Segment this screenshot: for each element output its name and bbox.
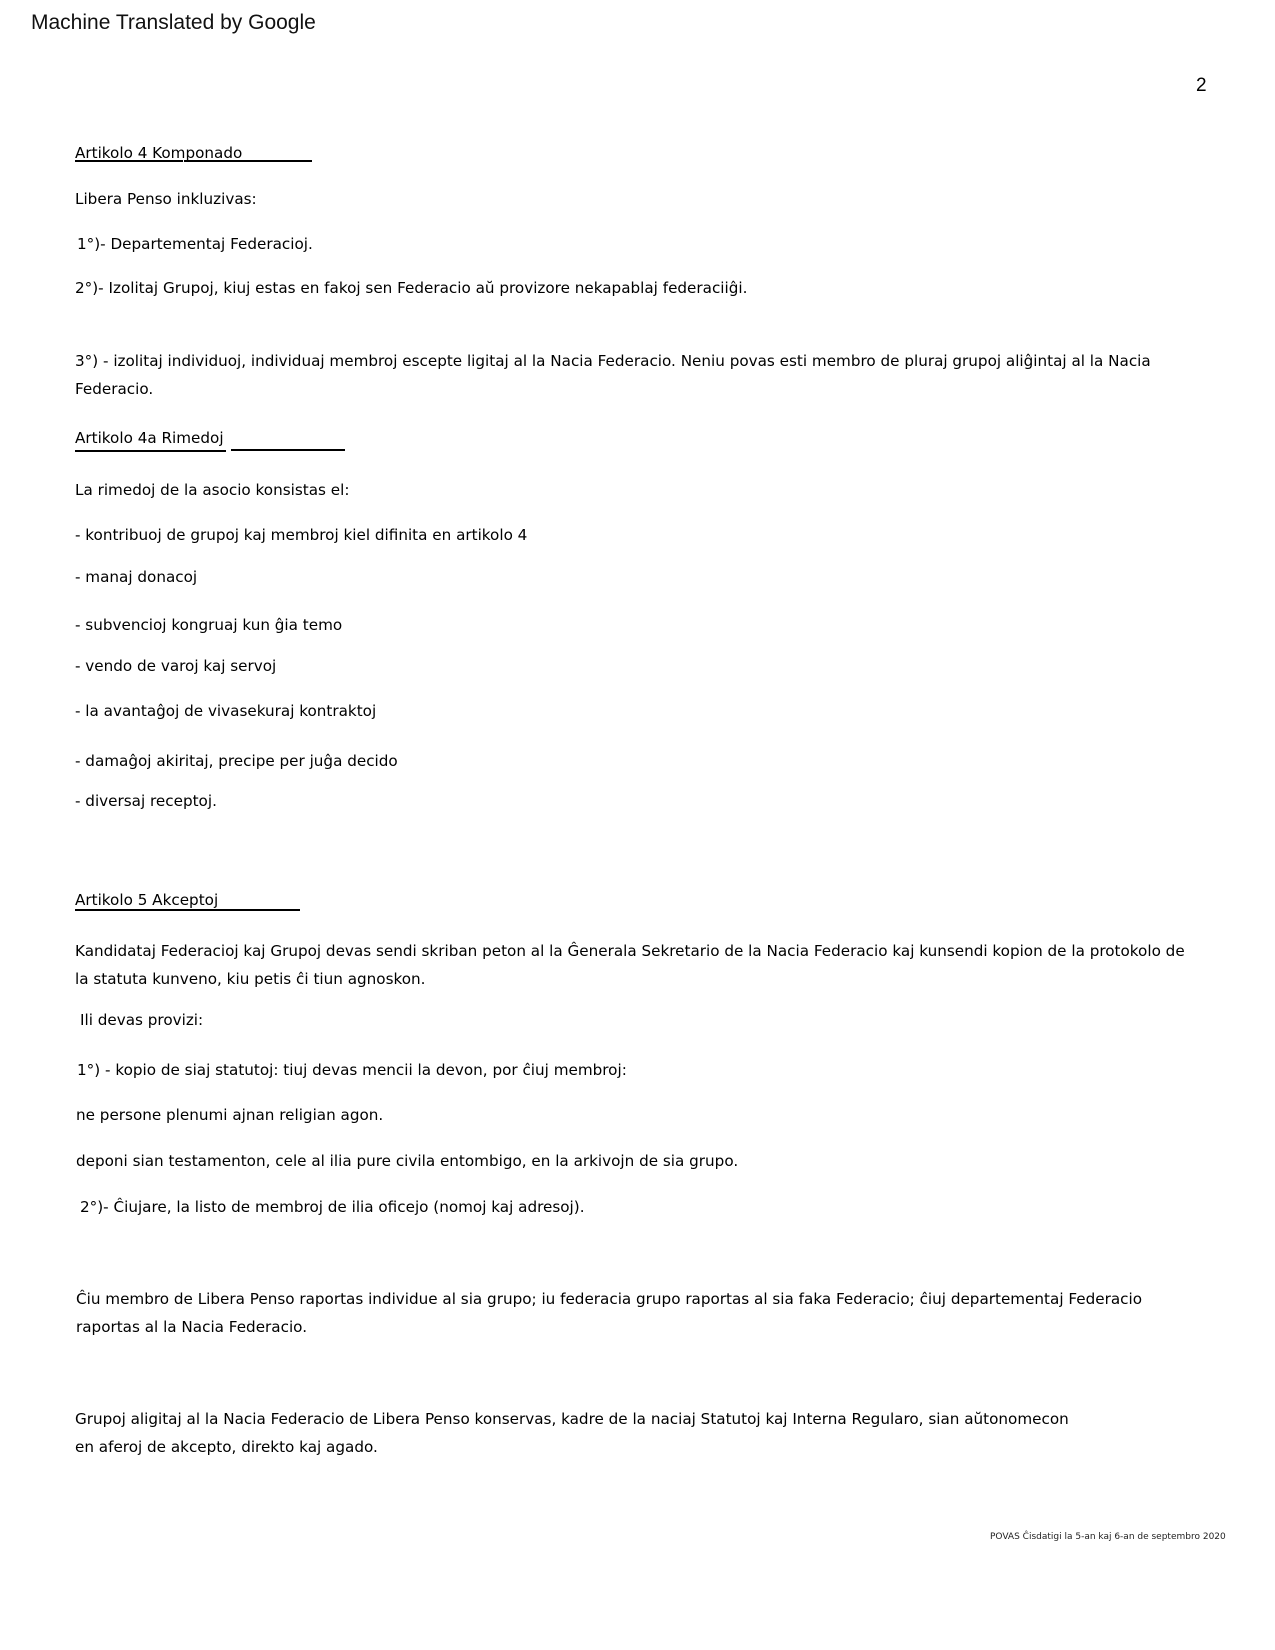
list-item: - manaj donacoj: [75, 568, 198, 586]
article-4a-intro: La rimedoj de la asocio konsistas el:: [75, 481, 350, 499]
paragraph: Ĉiu membro de Libera Penso raportas individue al sia grupo; iu federacia grupo raportas al sia faka Federacio; ĉiuj departementaj Federacio raportas al la Nacia Federacio.: [76, 1290, 1143, 1336]
list-item: - vendo de varoj kaj servoj: [75, 657, 277, 675]
list-item: - kontribuoj de grupoj kaj membroj kiel difinita en artikolo 4: [75, 526, 528, 544]
paragraph: 2°)- Ĉiujare, la listo de membroj de ilia oficejo (nomoj kaj adresoj).: [80, 1198, 585, 1216]
page-number: 2: [1196, 75, 1207, 96]
heading-underline: [184, 160, 312, 162]
article-4-intro: Libera Penso inkluzivas:: [75, 190, 257, 208]
list-item: - la avantaĝoj de vivasekuraj kontraktoj: [75, 702, 377, 720]
list-item: 2°)- Izolitaj Grupoj, kiuj estas en fakoj sen Federacio aŭ provizore nekapablaj federaciiĝi.: [75, 279, 748, 297]
heading-underline: [75, 160, 183, 162]
paragraph: Kandidataj Federacioj kaj Grupoj devas sendi skriban peton al la Ĝenerala Sekretario de la Nacia Federacio kaj kunsendi kopion de la protokolo de la statuta kunveno, kiu petis ĉi tiun agnoskon.: [75, 942, 1185, 988]
list-item: - damaĝoj akiritaj, precipe per juĝa decido: [75, 752, 398, 770]
paragraph: 1°) - kopio de siaj statutoj: tiuj devas mencii la devon, por ĉiuj membroj:: [77, 1061, 627, 1079]
list-item: 1°)- Departementaj Federacioj.: [77, 235, 313, 253]
paragraph: Ili devas provizi:: [80, 1011, 204, 1029]
heading-underline: [75, 450, 226, 452]
list-item: 3°) - izolitaj individuoj, individuaj membroj escepte ligitaj al la Nacia Federacio. Neniu povas esti membro de pluraj grupoj aliĝintaj al la Nacia Federacio.: [75, 352, 1151, 398]
heading-underline: [231, 449, 345, 451]
article-5-heading: Artikolo 5 Akceptoj: [75, 891, 219, 909]
list-item: - diversaj receptoj.: [75, 792, 217, 810]
footer-note: POVAS Ĉisdatigi la 5-an kaj 6-an de septembro 2020: [990, 1532, 1226, 1542]
list-item: - subvencioj kongruaj kun ĝia temo: [75, 616, 343, 634]
article-4-heading: Artikolo 4 Komponado: [75, 144, 243, 162]
paragraph: Grupoj aligitaj al la Nacia Federacio de Libera Penso konservas, kadre de la naciaj Statutoj kaj Interna Regularo, sian aŭtonomecon en aferoj de akcepto, direkto kaj agado.: [75, 1410, 1069, 1456]
paragraph: deponi sian testamenton, cele al ilia pure civila entombigo, en la arkivojn de sia grupo.: [76, 1152, 739, 1170]
heading-underline: [75, 909, 300, 911]
article-4a-heading: Artikolo 4a Rimedoj: [75, 429, 224, 447]
paragraph: ne persone plenumi ajnan religian agon.: [76, 1106, 384, 1124]
translation-banner: Machine Translated by Google: [31, 11, 316, 34]
